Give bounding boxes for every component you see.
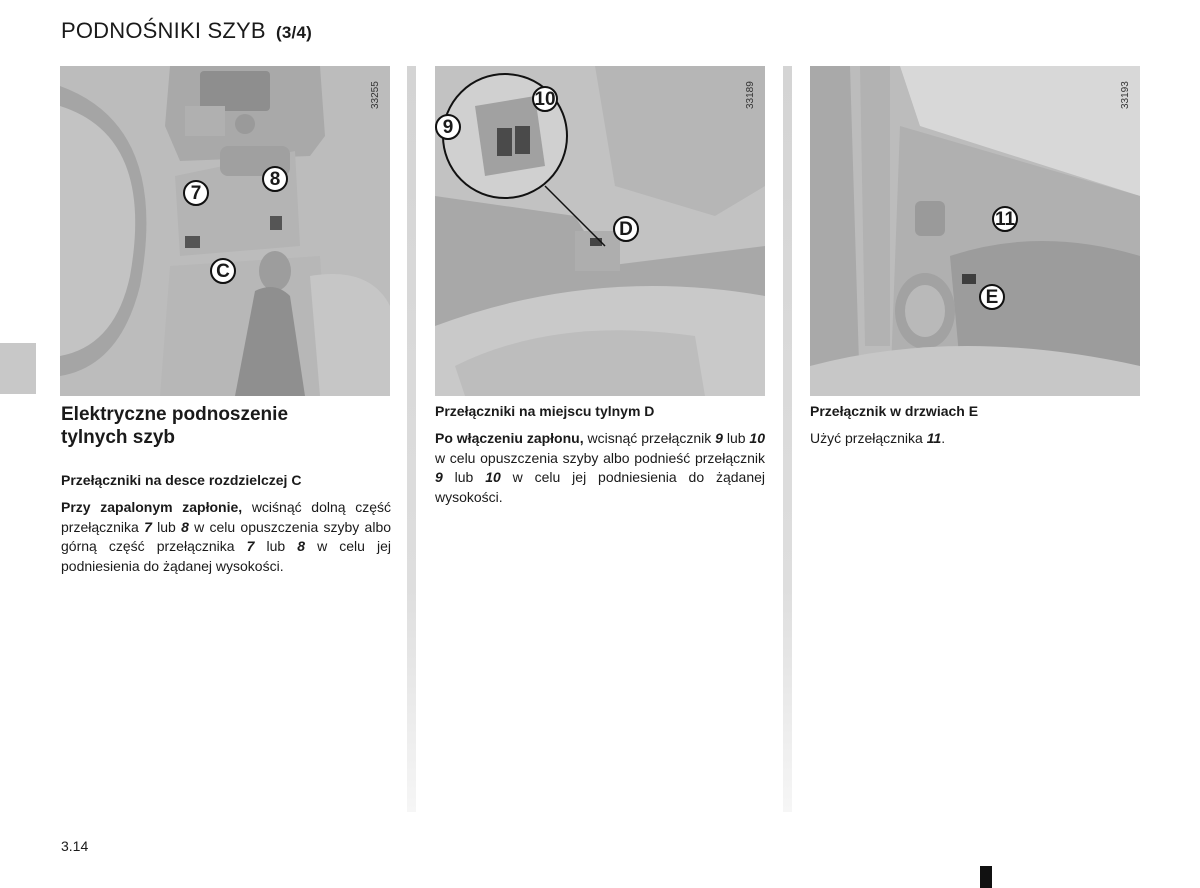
para-text: w celu opuszczenia szyby albo podnieść przełącznik xyxy=(435,449,765,466)
para-text: w celu opuszczenia szyby albo górną część przełącznika xyxy=(61,518,392,554)
callout-10: 10 xyxy=(532,86,558,112)
callout-11: 11 xyxy=(992,206,1018,232)
para-text: wcisnąć przełącznik xyxy=(583,430,716,446)
para-text: w celu jej podniesienia do żądanej wysokości. xyxy=(61,538,392,574)
para-text: wciśnąć dolną część przełącznika xyxy=(61,499,391,535)
photo-door-switch xyxy=(810,66,1140,396)
callout-8: 8 xyxy=(262,166,288,192)
rear-seat-illustration xyxy=(435,66,765,396)
para-text: lub xyxy=(254,538,298,554)
door-illustration xyxy=(810,66,1140,396)
photo-reference-id: 33189 xyxy=(745,81,756,109)
switch-ref: 8 xyxy=(181,518,189,535)
para-text: lub xyxy=(151,518,182,535)
subsection-caption: Przełączniki na desce rozdzielczej C xyxy=(61,472,302,488)
photo-reference-id: 33193 xyxy=(1120,81,1131,109)
instruction-paragraph xyxy=(435,429,765,507)
para-text: w celu jej podniesienia do żądanej wysokości. xyxy=(435,469,766,505)
title-text: PODNOŚNIKI SZYB xyxy=(61,18,266,43)
photo-reference-id: 33255 xyxy=(370,81,381,109)
switch-ref: 9 xyxy=(715,430,723,446)
section-tab-marker xyxy=(0,343,36,394)
column-divider-1 xyxy=(407,66,416,812)
instruction-paragraph xyxy=(61,498,391,576)
instruction-paragraph xyxy=(810,429,1140,449)
switch-ref: 7 xyxy=(246,538,255,554)
column-divider-2 xyxy=(783,66,792,812)
callout-7: 7 xyxy=(183,180,209,206)
para-lead: Po włączeniu zapłonu, xyxy=(435,430,584,446)
subsection-caption: Przełącznik w drzwiach E xyxy=(810,403,979,419)
switch-ref: 9 xyxy=(435,469,443,485)
column-1-text xyxy=(61,403,391,576)
photo-rear-seat-switches xyxy=(435,66,765,396)
switch-ref: 11 xyxy=(926,430,942,446)
print-mark xyxy=(980,866,992,888)
para-text: lub xyxy=(442,469,486,485)
dashboard-illustration xyxy=(60,66,390,396)
switch-ref: 8 xyxy=(297,538,306,554)
page-number: 3.14 xyxy=(61,838,89,854)
switch-ref: 7 xyxy=(144,518,152,535)
para-text: lub xyxy=(722,430,750,446)
photo-dashboard-switches xyxy=(60,66,390,396)
callout-D: D xyxy=(613,216,639,242)
callout-C: C xyxy=(210,258,236,284)
column-2-text xyxy=(435,403,765,507)
section-heading: Elektryczne podnoszenie tylnych szyb xyxy=(61,404,289,448)
para-text: . xyxy=(941,430,946,446)
callout-9: 9 xyxy=(435,114,461,140)
page-title xyxy=(61,18,312,44)
switch-ref: 10 xyxy=(749,430,765,446)
switch-ref: 10 xyxy=(485,469,501,485)
title-part-indicator: (3/4) xyxy=(276,23,312,42)
para-lead: Przy zapalonym zapłonie, xyxy=(61,499,243,515)
callout-E: E xyxy=(979,284,1005,310)
para-text: Użyć przełącznika xyxy=(810,430,927,446)
column-3-text xyxy=(810,403,1140,449)
subsection-caption: Przełączniki na miejscu tylnym D xyxy=(435,403,655,419)
